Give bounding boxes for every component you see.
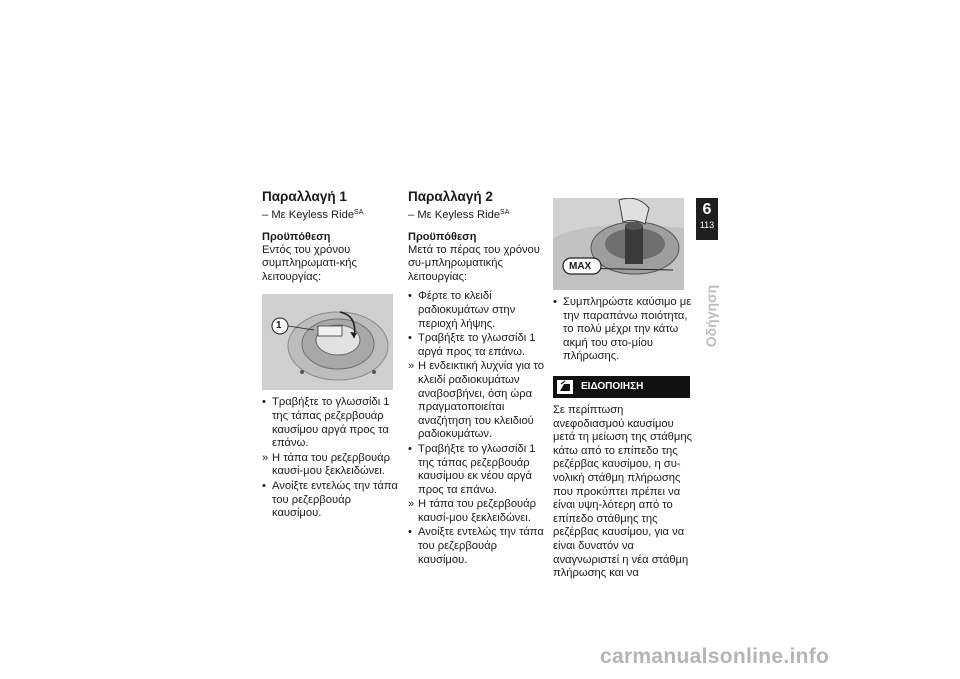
variant1-steps: [262, 396, 402, 520]
section-title: Οδήγηση: [703, 284, 719, 348]
variant2-column: [408, 189, 548, 568]
page-number: 113: [699, 220, 715, 230]
variant1-prereq-heading: Προϋπόθεση: [262, 230, 331, 243]
list-item: » Η τάπα του ρεζερβουάρ καυσί-μου ξεκλειδώνει.: [262, 451, 391, 478]
list-item: • Ανοίξτε εντελώς την τάπα του ρεζερβουάρ καυσίμου.: [408, 526, 544, 566]
chapter-side-label: [690, 278, 730, 358]
list-item: • Τραβήξτε το γλωσσίδι 1 της τάπας ρεζερβουάρ καυσίμου εκ νέου αργά προς τα επάνω.: [408, 442, 536, 496]
list-item: • Φέρτε το κλειδί ραδιοκυμάτων στην περιοχή λήψης.: [408, 290, 516, 330]
list-item: • Τραβήξτε το γλωσσίδι 1 αργά προς τα επάνω.: [408, 332, 536, 358]
chapter-tab: [696, 198, 718, 240]
list-item: » Η τάπα του ρεζερβουάρ καυσί-μου ξεκλειδώνει.: [408, 498, 537, 524]
variant2-subtitle: – Με Keyless Ride$^{SA}$: [408, 209, 510, 221]
refuel-steps: [553, 296, 693, 364]
variant1-subtitle: – Με Keyless Ride$^{SA}$: [262, 209, 364, 221]
notice-banner: [553, 376, 690, 398]
list-item: » Η ενδεικτική λυχνία για το κλειδί ραδιοκυμάτων αναβοσβήνει, όση ώρα πραγματοποιείται αναζήτηση του κλειδιού ραδιοκυμάτων.: [408, 360, 545, 441]
variant1-title: Παραλλαγή 1: [262, 189, 347, 204]
notice-title: ΕΙΔΟΠΟΙΗΣΗ: [581, 380, 644, 392]
fuel-cap-image: [262, 294, 393, 390]
fuel-filler-illustration: [553, 198, 684, 290]
fuel-filler-image: [553, 198, 684, 290]
variant2-prereq-text: Μετά το πέρας του χρόνου συ-μπληρωματικής λειτουργίας:: [408, 243, 540, 283]
max-label: MAX: [569, 261, 592, 272]
variant2-steps: [408, 290, 548, 567]
list-item: • Τραβήξτε το γλωσσίδι 1 της τάπας ρεζερβουάρ καυσίμου αργά προς τα επάνω.: [262, 396, 390, 450]
notice-text: Σε περίπτωση ανεφοδιασμού καυσίμου μετά τη μείωση της στάθμης κάτω από το επίπεδο της ρεζέρβας καυσίμου, η συ-νολική στάθμη πλήρωσης που προκύπτει πρέπει να είναι υψη-λότερη από το επίπεδο στάθμης της ρεζέρβας καυσίμου, για να είναι δυνατόν να αναγνωριστεί η νέα στάθμη πλήρωσης και να: [553, 403, 692, 580]
list-item: • Ανοίξτε εντελώς την τάπα του ρεζερβουάρ καυσίμου.: [262, 479, 398, 520]
fuel-cap-illustration: [262, 294, 393, 390]
callout-1-label: 1: [276, 320, 282, 332]
chapter-number: 6: [702, 201, 712, 218]
refuel-column: [553, 198, 693, 581]
variant2-title: Παραλλαγή 2: [408, 189, 493, 204]
variant1-column: [262, 189, 402, 522]
list-item: • Συμπληρώστε καύσιμο με την παραπάνω ποιότητα, το πολύ μέχρι την κάτω ακμή του στο-μίου πλήρωσης.: [553, 296, 692, 363]
variant2-prereq-heading: Προϋπόθεση: [408, 230, 477, 243]
watermark: carmanualsonline.info: [600, 645, 830, 668]
notice-icon: [557, 380, 573, 394]
variant1-prereq-text: Εντός του χρόνου συμπληρωματι-κής λειτουργίας:: [262, 243, 357, 283]
